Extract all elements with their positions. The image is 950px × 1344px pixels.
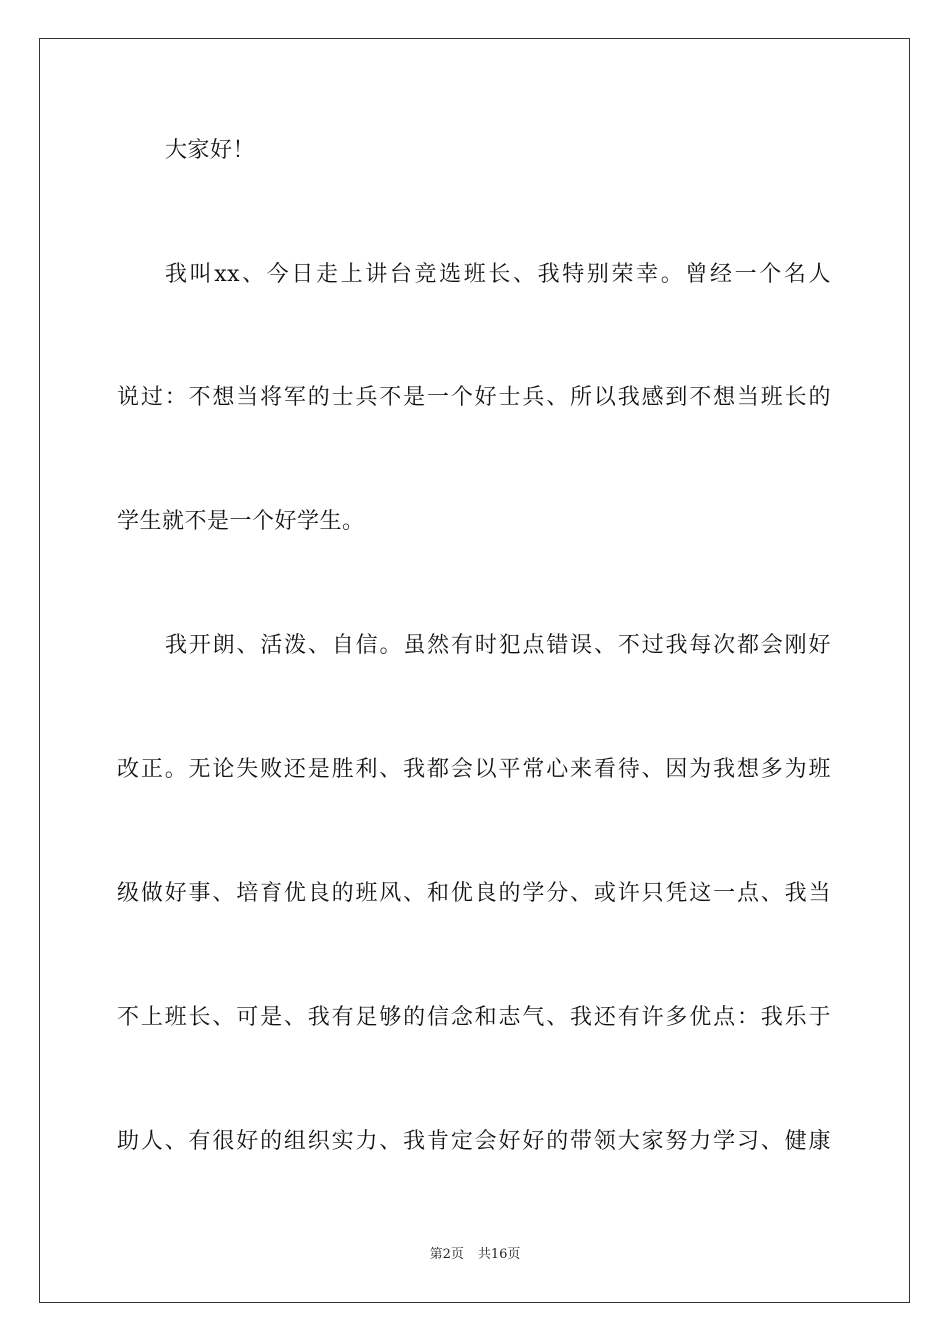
paragraph-line: 不上班长、可是、我有足够的信念和志气、我还有许多优点：我乐于 — [117, 1005, 831, 1030]
page-frame — [39, 38, 910, 1303]
paragraph-line: 级做好事、培育优良的班风、和优良的学分、或许只凭这一点、我当 — [117, 881, 831, 906]
page-number: 第2页 — [429, 1247, 464, 1262]
page-total: 共16页 — [477, 1247, 521, 1262]
paragraph-line: 说过：不想当将军的士兵不是一个好士兵、所以我感到不想当班长的 — [117, 385, 831, 410]
paragraph-line: 我开朗、活泼、自信。虽然有时犯点错误、不过我每次都会刚好 — [165, 633, 831, 658]
page-footer — [0, 1246, 950, 1264]
paragraph-line: 学生就不是一个好学生。 — [117, 509, 365, 534]
paragraph-line: 我叫xx、今日走上讲台竞选班长、我特别荣幸。曾经一个名人 — [165, 262, 831, 287]
paragraph-line: 改正。无论失败还是胜利、我都会以平常心来看待、因为我想多为班 — [117, 757, 831, 782]
greeting-line: 大家好！ — [165, 138, 256, 163]
paragraph-line: 助人、有很好的组织实力、我肯定会好好的带领大家努力学习、健康 — [117, 1129, 831, 1154]
